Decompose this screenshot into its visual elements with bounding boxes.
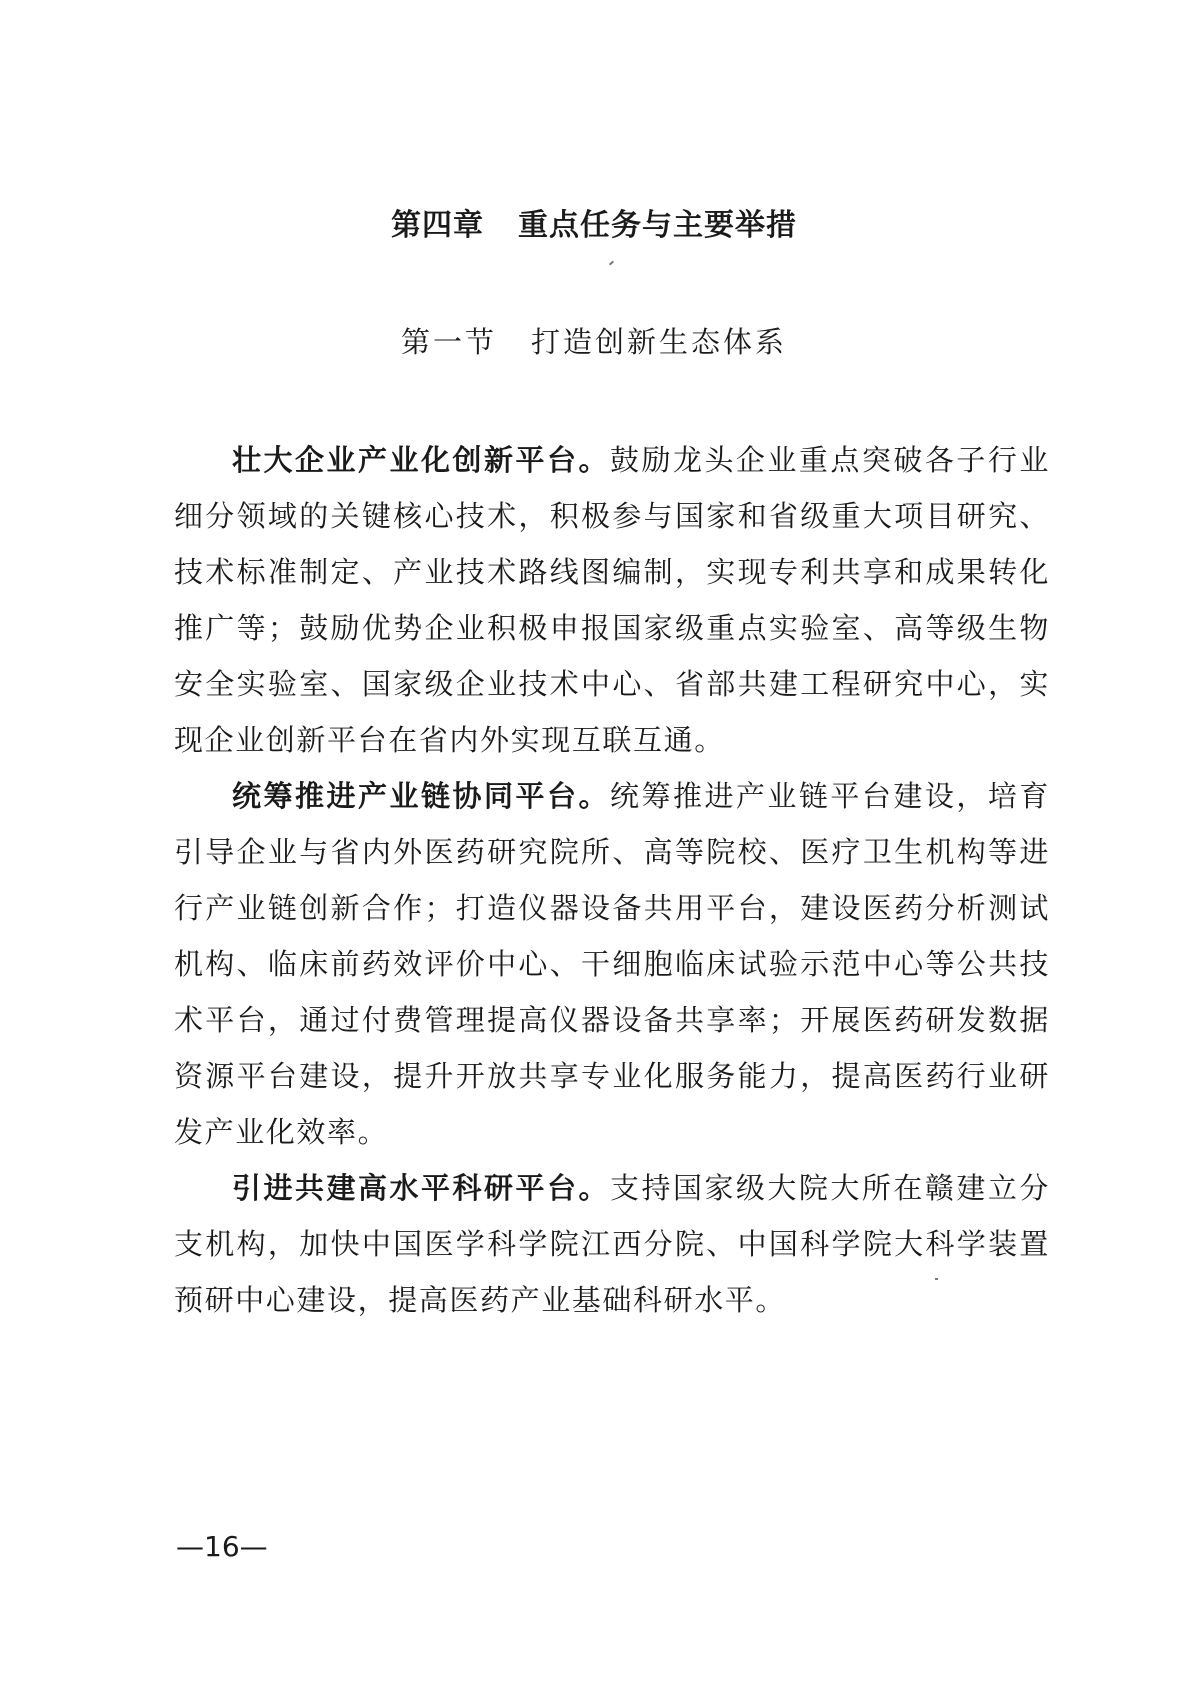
- paragraph-body: 统筹推进产业链平台建设，培育引导企业与省内外医药研究院所、高等院校、医疗卫生机构等进行产业链创新合作；打造仪器设备共用平台，建设医药分析测试机构、临床前药效评价中心、干细胞临床试验示范中心等公共技术平台，通过付费管理提高仪器设备共享率；开展医药研发数据资源平台建设，提升开放共享专业化服务能力，提高医药行业研发产业化效率。: [174, 779, 1050, 1149]
- section-number: 第一节: [400, 325, 497, 359]
- scan-speck: [935, 1278, 938, 1280]
- page-number: —16—: [176, 1530, 268, 1563]
- paragraph-3: [174, 1160, 1050, 1328]
- section-name: 打造创新生态体系: [531, 325, 788, 359]
- paragraph-lead: 壮大企业产业化创新平台。: [232, 443, 610, 477]
- chapter-number: 第四章: [391, 208, 484, 243]
- chapter-name: 重点任务与主要举措: [518, 208, 797, 243]
- paragraph-1: [174, 432, 1050, 768]
- paragraph-lead: 引进共建高水平科研平台。: [232, 1171, 610, 1205]
- paragraph-2: [174, 768, 1050, 1160]
- paragraph-body: 鼓励龙头企业重点突破各子行业细分领域的关键核心技术，积极参与国家和省级重大项目研究、技术标准制定、产业技术路线图编制，实现专利共享和成果转化推广等；鼓励优势企业积极申报国家级重点实验室、高等级生物安全实验室、国家级企业技术中心、省部共建工程研究中心，实现企业创新平台在省内外实现互联互通。: [174, 443, 1050, 757]
- chapter-title: [0, 200, 1188, 244]
- paragraph-lead: 统筹推进产业链协同平台。: [232, 779, 610, 813]
- paragraph-body: 支持国家级大院大所在赣建立分支机构，加快中国医学科学院江西分院、中国科学院大科学装置预研中心建设，提高医药产业基础科研水平。: [174, 1171, 1050, 1317]
- body-text: [174, 432, 1050, 1328]
- scan-speck: [609, 261, 614, 266]
- section-title: [0, 320, 1188, 361]
